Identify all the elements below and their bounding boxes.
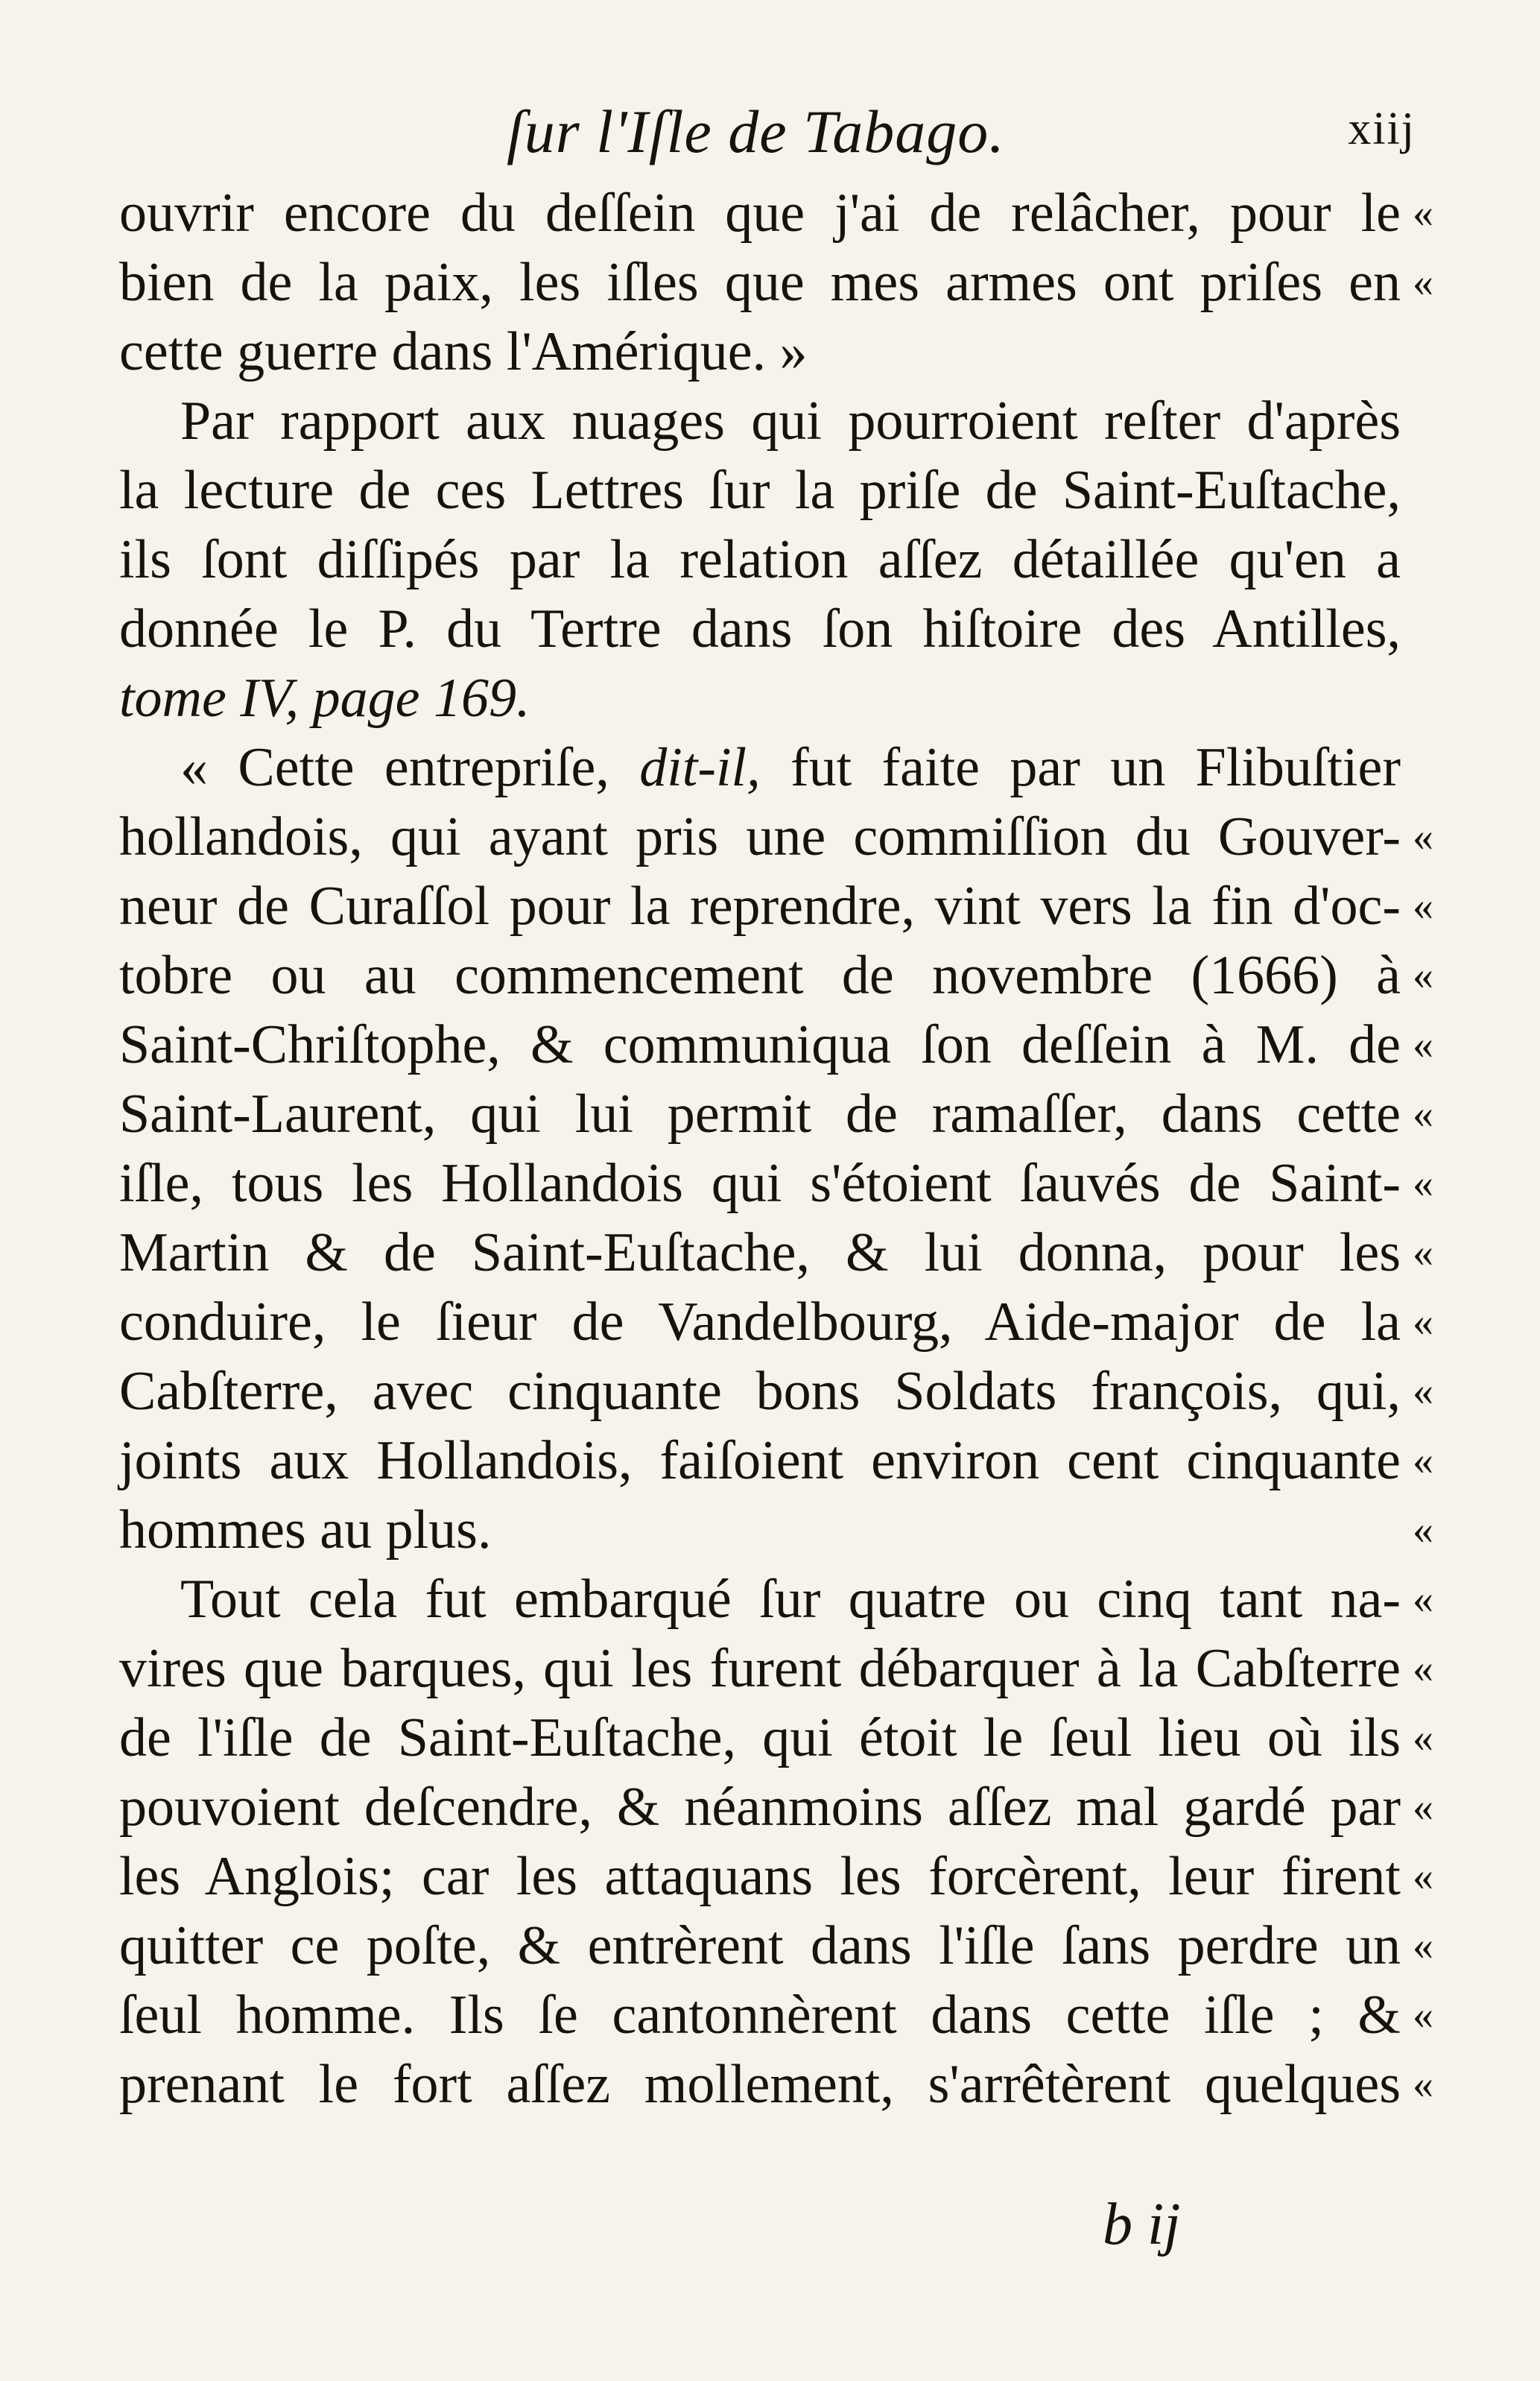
text-line: Saint-Laurent, qui lui permit de ramaſſer, dans cette [119, 1084, 1401, 1145]
quote-mark: « [1413, 1160, 1433, 1207]
quote-mark [1401, 595, 1445, 664]
page-number: xiij [1348, 104, 1416, 154]
paragraph-first-line: Par rapport aux nuages qui pourroient reſter d'après [180, 390, 1401, 452]
quote-mark: « [1413, 1853, 1433, 1900]
text-line: Martin & de Saint-Euſtache, & lui donna, pour les [119, 1222, 1401, 1283]
quote-mark: « [1413, 814, 1433, 860]
text-line: bien de la paix, les iſles que mes armes ont priſes en [119, 252, 1401, 313]
text-line: ſeul homme. Ils ſe cantonnèrent dans cette iſle ; & [119, 1985, 1401, 2046]
text-line: vires que barques, qui les furent débarquer à la Cabſterre [119, 1638, 1401, 1699]
page-header [119, 97, 1416, 179]
text-line: ouvrir encore du deſſein que j'ai de relâcher, pour le [119, 183, 1401, 244]
quote-mark: « [1413, 190, 1433, 236]
text-line: hollandois, qui ayant pris une commiſſion du Gouver- [119, 806, 1401, 867]
quote-mark: « [1413, 1368, 1433, 1414]
text-segment: « Cette entrepriſe, [180, 737, 640, 798]
text-line: la lecture de ces Lettres ſur la priſe de Saint-Euſtache, [119, 460, 1401, 521]
quote-mark: « [1413, 1576, 1433, 1622]
quote-mark: « [1413, 1645, 1433, 1692]
quote-mark: « [1413, 1715, 1433, 1761]
reference-citation: tome IV, page 169. [119, 668, 530, 729]
printer-signature-mark: b ij [1103, 2192, 1181, 2257]
quote-mark: « [1413, 1923, 1433, 1969]
text-line: cette guerre dans l'Amérique. » [119, 321, 808, 382]
text-line: conduire, le ſieur de Vandelbourg, Aide-major de la [119, 1291, 1401, 1353]
quote-mark: « [1413, 1784, 1433, 1830]
quote-mark [1401, 733, 1445, 803]
text-line: ils ſont diſſipés par la relation aſſez détaillée qu'en a [119, 529, 1401, 590]
quote-mark: « [1413, 1299, 1433, 1345]
quote-mark: « [1413, 883, 1433, 929]
text-line: quitter ce poſte, & entrèrent dans l'iſle ſans perdre un [119, 1915, 1401, 1976]
quote-mark: « [1413, 1230, 1433, 1276]
quote-mark [1401, 317, 1445, 387]
quotation-marks-margin [1401, 179, 1445, 2119]
text-line: Saint-Chriſtophe, & communiqua ſon deſſein à M. de [119, 1014, 1401, 1075]
quote-mark: « [1413, 259, 1433, 306]
quote-mark [1401, 456, 1445, 525]
text-line: Cabſterre, avec cinquante bons Soldats françois, qui, [119, 1361, 1401, 1422]
paragraph-first-line [119, 733, 1401, 803]
text-line: pouvoient deſcendre, & néanmoins aſſez mal gardé par [119, 1777, 1401, 1838]
text-line: joints aux Hollandois, faiſoient environ cent cinquante [119, 1430, 1401, 1491]
text-line: tobre ou au commencement de novembre (1666) à [119, 945, 1401, 1006]
text-line: iſle, tous les Hollandois qui s'étoient ſauvés de Saint- [119, 1153, 1401, 1214]
quote-mark: « [1413, 1507, 1433, 1553]
quote-mark [1401, 664, 1445, 733]
text-line: donnée le P. du Tertre dans ſon hiſtoire des Antilles, [119, 598, 1401, 660]
quote-mark [1401, 387, 1445, 456]
text-line: hommes au plus. [119, 1499, 492, 1561]
text-line: de l'iſle de Saint-Euſtache, qui étoit le ſeul lieu où ils [119, 1707, 1401, 1768]
text-line: les Anglois; car les attaquans les forcèrent, leur firent [119, 1846, 1401, 1907]
quote-mark: « [1413, 1992, 1433, 2038]
text-line: neur de Curaſſol pour la reprendre, vint vers la fin d'oc- [119, 876, 1401, 937]
quote-mark: « [1413, 1022, 1433, 1068]
running-title: ſur l'Iſle de Tabago. [507, 98, 1005, 165]
text-segment: fut faite par un Flibuſtier [760, 737, 1401, 798]
text-line: prenant le fort aſſez mollement, s'arrêtèrent quelques [119, 2054, 1401, 2115]
body-text [119, 179, 1401, 2119]
italic-segment: dit-il, [639, 737, 761, 798]
paragraph-first-line: Tout cela fut embarqué ſur quatre ou cinq tant na- [180, 1569, 1401, 1630]
quote-mark: « [1413, 2061, 1433, 2108]
quote-mark [1401, 525, 1445, 595]
quote-mark: « [1413, 1091, 1433, 1137]
quote-mark: « [1413, 1438, 1433, 1484]
quote-mark: « [1413, 952, 1433, 999]
